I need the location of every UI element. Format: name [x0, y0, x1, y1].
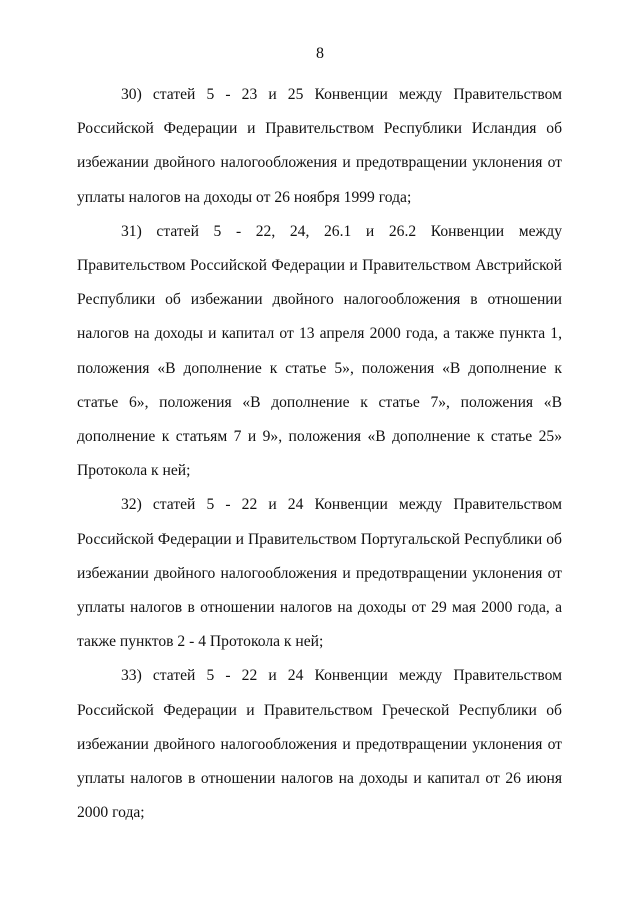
paragraph-32: 32) статей 5 - 22 и 24 Конвенции между Правительством Российской Федерации и Правительством Португальской Республики об избежании двойного налогообложения и предотвращении уклонения от уплаты налогов в отношении налогов на доходы от 29 мая 2000 года, а также пунктов 2 - 4 Протокола к ней;: [77, 496, 562, 651]
paragraph-30: 30) статей 5 - 23 и 25 Конвенции между Правительством Российской Федерации и Правительством Республики Исландия об избежании двойного налогообложения и предотвращении уклонения от уплаты налогов на доходы от 26 ноября 1999 года;: [77, 86, 562, 206]
document-body: [77, 78, 562, 830]
page-number: 8: [316, 45, 324, 62]
paragraph-31: 31) статей 5 - 22, 24, 26.1 и 26.2 Конвенции между Правительством Российской Федерации и Правительством Австрийской Республики об избежании двойного налогообложения в отношении налогов на доходы и капитал от 13 апреля 2000 года, а также пункта 1, положения «В дополнение к статье 5», положения «В дополнение к статье 6», положения «В дополнение к статье 7», положения «В дополнение к статьям 7 и 9», положения «В дополнение к статье 25» Протокола к ней;: [77, 222, 562, 480]
paragraph-33: 33) статей 5 - 22 и 24 Конвенции между Правительством Российской Федерации и Правительством Греческой Республики об избежании двойного налогообложения и предотвращении уклонения от уплаты налогов в отношении налогов на доходы и капитал от 26 июня 2000 года;: [77, 667, 562, 822]
